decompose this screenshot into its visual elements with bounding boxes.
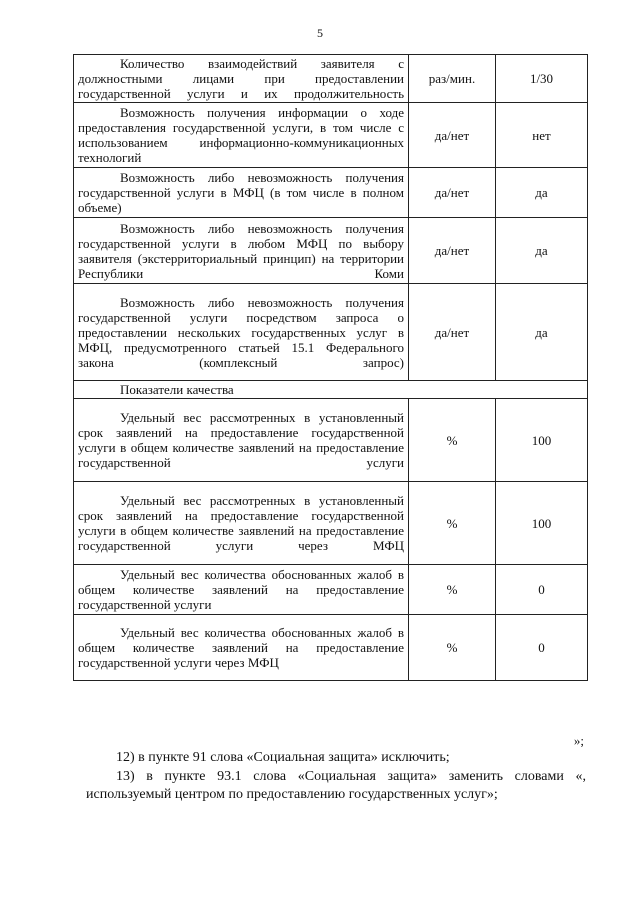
indicator-value: 0 [496,565,588,615]
table-row [74,218,588,284]
amendment-paragraph-13: 13) в пункте 93.1 слова «Социальная защита» заменить словами «, используемый центром по предоставлению государственных услуг»; [86,769,586,802]
indicator-value: нет [496,103,588,168]
indicator-unit: % [409,615,496,681]
table-row [74,399,588,482]
section-header: Показатели качества [74,381,588,399]
indicator-description: Удельный вес количества обоснованных жалоб в общем количестве заявлений на предоставление государственной услуги [74,565,409,615]
indicator-unit: раз/мин. [409,55,496,103]
closing-quote: »; [573,733,584,748]
table-row [74,482,588,565]
indicator-unit: % [409,482,496,565]
indicators-table [73,54,588,681]
indicator-value: 0 [496,615,588,681]
indicator-description: Возможность либо невозможность получения государственной услуги в МФЦ (в том числе в полном объеме) [74,168,409,218]
indicator-description: Возможность получения информации о ходе предоставления государственной услуги, в том числе с использованием информационно-коммуникационных технологий [74,103,409,168]
table-row [74,55,588,103]
indicator-unit: % [409,399,496,482]
indicator-value: 100 [496,482,588,565]
table-row [74,168,588,218]
page-number: 5 [317,26,323,40]
indicator-value: да [496,218,588,284]
indicator-unit: % [409,565,496,615]
indicator-unit: да/нет [409,103,496,168]
indicator-description: Удельный вес рассмотренных в установленный срок заявлений на предоставление государственной услуги в общем количестве заявлений на предоставление государственной услуги через МФЦ [74,482,409,565]
indicator-unit: да/нет [409,284,496,381]
table-row [74,615,588,681]
table-row [74,103,588,168]
indicator-description: Возможность либо невозможность получения государственной услуги в любом МФЦ по выбору заявителя (экстерриториальный принцип) на территории Республики Коми [74,218,409,284]
table-row [74,565,588,615]
indicator-value: да [496,168,588,218]
indicator-description: Возможность либо невозможность получения государственной услуги посредством запроса о предоставлении нескольких государственных услуг в МФЦ, предусмотренного статьей 15.1 Федерального закона (комплексный запрос) [74,284,409,381]
indicator-description: Удельный вес количества обоснованных жалоб в общем количестве заявлений на предоставление государственной услуги через МФЦ [74,615,409,681]
indicator-value: да [496,284,588,381]
indicator-description: Удельный вес рассмотренных в установленный срок заявлений на предоставление государственной услуги в общем количестве заявлений на предоставление государственной услуги [74,399,409,482]
section-row [74,381,588,399]
indicator-value: 100 [496,399,588,482]
table-row [74,284,588,381]
indicator-description: Количество взаимодействий заявителя с должностными лицами при предоставлении государственной услуги и их продолжительность [74,55,409,103]
indicator-value: 1/30 [496,55,588,103]
amendment-paragraph-12: 12) в пункте 91 слова «Социальная защита» исключить; [116,750,450,765]
indicator-unit: да/нет [409,168,496,218]
indicator-unit: да/нет [409,218,496,284]
